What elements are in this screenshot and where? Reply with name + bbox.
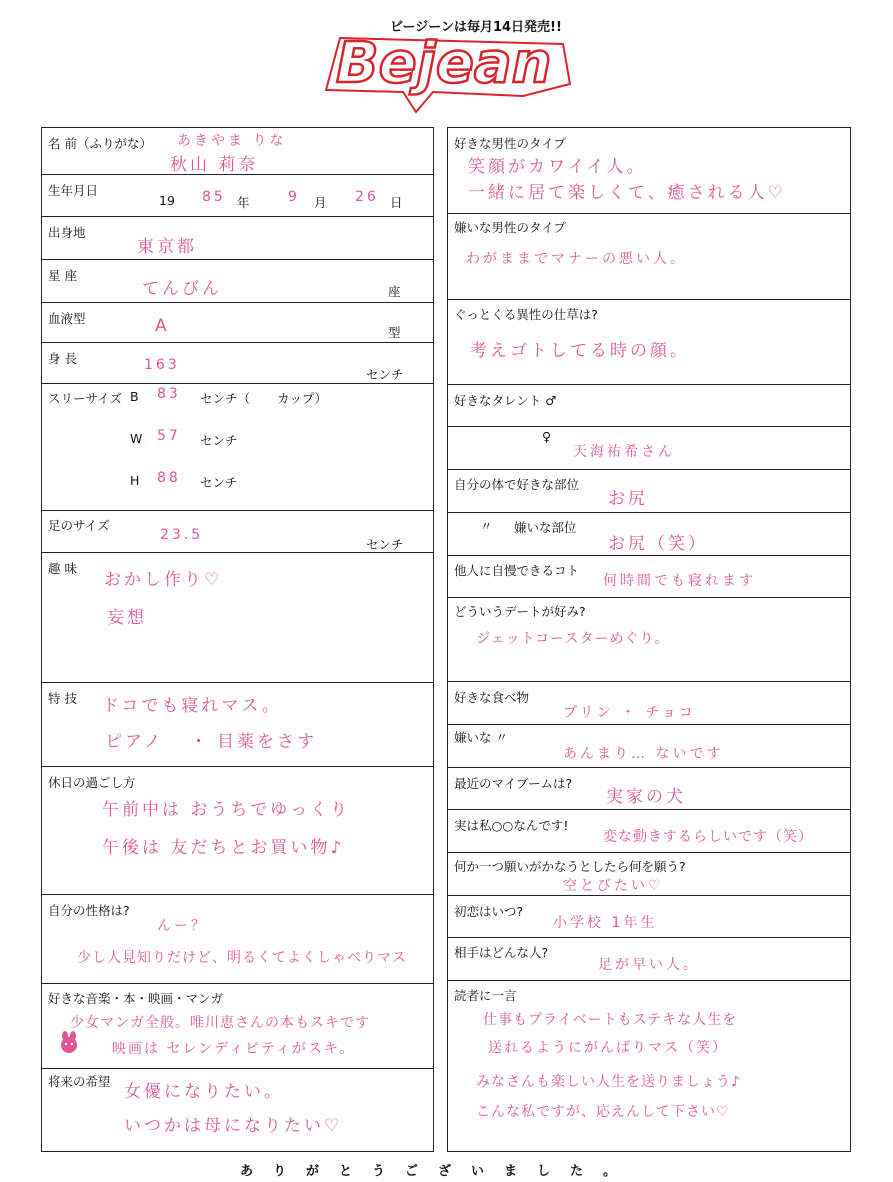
tagline: ビージーンは毎月14日発売!! <box>390 20 562 35</box>
message-line4: こんな私ですが、応えんして下さい♡ <box>476 1104 730 1120</box>
height-unit: センチ <box>366 367 404 382</box>
food-dislike-row <box>448 725 850 768</box>
zodiac-unit: 座 <box>388 284 401 299</box>
talent-male-row <box>448 385 850 427</box>
bunny-doodle-icon <box>57 1031 81 1053</box>
personality-line1: んー？ <box>157 918 208 934</box>
secret-label: 実は私○○なんです! <box>454 818 569 833</box>
hobby-label: 趣 味 <box>48 561 77 576</box>
message-row <box>448 981 850 1153</box>
bust-unit: センチ（ <box>200 391 251 406</box>
name-label: 名 前（ふりがな） <box>48 136 152 151</box>
hip-value: 88 <box>157 470 181 486</box>
partner-label: 相手はどんな人? <box>454 945 549 960</box>
hobby-line2: 妄想 <box>107 608 147 628</box>
bust-value: 83 <box>157 386 181 402</box>
message-label: 読者に一言 <box>454 988 517 1003</box>
secret-row <box>448 810 850 853</box>
body-dislike-row <box>448 513 850 556</box>
hip-letter: H <box>130 473 140 488</box>
birthday-day: 26 <box>355 189 379 205</box>
skill-line2b: ・ <box>190 732 210 752</box>
name-furigana: あきやま りな <box>177 133 287 149</box>
wish-value: 空とびたい♡ <box>563 878 664 894</box>
height-row <box>42 343 433 384</box>
personality-row <box>42 895 433 984</box>
dislike-type-line1: わがままでマナーの悪い人。 <box>466 251 687 267</box>
birthday-century: 19 <box>159 193 175 208</box>
ideal-type-line2: 一緒に居て楽しくて、癒される人♡ <box>468 183 786 203</box>
dislike-type-row <box>448 214 850 300</box>
future-label: 将来の希望 <box>48 1074 111 1089</box>
message-line2: 送れるようにがんばりマス（笑） <box>488 1040 728 1056</box>
boast-value: 何時間でも寝れます <box>603 573 756 589</box>
future-line1: 女優になりたい。 <box>124 1082 284 1102</box>
holiday-line2: 午後は 友だちとお買い物♪ <box>102 838 345 858</box>
gesture-label: ぐっとくる異性の仕草は? <box>454 307 598 322</box>
height-label: 身 長 <box>48 351 77 366</box>
food-label: 好きな食べ物 <box>454 690 530 705</box>
three-size-label: スリーサイズ <box>48 391 123 406</box>
blood-label: 血液型 <box>48 311 86 326</box>
zodiac-value: てんびん <box>142 279 222 299</box>
personality-label: 自分の性格は? <box>48 903 130 918</box>
foot-value: 23.5 <box>160 527 204 543</box>
zodiac-label: 星 座 <box>48 268 77 283</box>
ideal-type-label: 好きな男性のタイプ <box>454 136 566 151</box>
birthday-row <box>42 175 433 217</box>
ditto-mark: 〃 <box>480 519 493 534</box>
waist-value: 57 <box>157 428 181 444</box>
name-value: 秋山 莉奈 <box>170 155 259 175</box>
hometown-value: 東京都 <box>137 237 197 257</box>
talent-female-row <box>448 427 850 470</box>
favorites-line1: 少女マンガ全般。唯川恵さんの本もスキです <box>70 1015 370 1031</box>
blood-value: A <box>155 316 170 336</box>
skill-line2a: ピアノ <box>105 732 164 752</box>
foot-label: 足のサイズ <box>48 518 110 533</box>
year-unit: 年 <box>237 195 250 210</box>
foot-row <box>42 511 433 553</box>
hometown-label: 出身地 <box>48 225 86 240</box>
gesture-value: 考えゴトしてる時の顔。 <box>470 341 690 361</box>
skill-label: 特 技 <box>48 691 77 706</box>
skill-line1: ドコでも寝れマス。 <box>102 696 282 716</box>
hometown-row <box>42 217 433 260</box>
body-like-value: お尻 <box>608 489 648 509</box>
first-love-label: 初恋はいつ? <box>454 904 524 919</box>
talent-label: 好きなタレント ♂ <box>454 393 557 408</box>
zodiac-row <box>42 260 433 303</box>
first-love-value: 小学校 1年生 <box>553 915 658 931</box>
three-size-row <box>42 384 433 511</box>
gesture-row <box>448 300 850 385</box>
blood-unit: 型 <box>388 325 401 340</box>
boom-row <box>448 768 850 810</box>
partner-row <box>448 938 850 981</box>
boast-row <box>448 556 850 598</box>
day-unit: 日 <box>390 195 403 210</box>
skill-row <box>42 683 433 767</box>
dislike-type-label: 嫌いな男性のタイプ <box>454 220 566 235</box>
message-line1: 仕事もプライベートもステキな人生を <box>483 1012 738 1028</box>
food-dislike-value: あんまり… ないです <box>563 746 724 762</box>
message-line3: みなさんも楽しい人生を送りましょう♪ <box>476 1074 741 1090</box>
favorites-line2: 映画は セレンディピティがスキ。 <box>112 1041 356 1057</box>
bejean-logo <box>318 14 580 114</box>
ideal-type-line1: 笑顔がカワイイ人。 <box>468 157 647 177</box>
wish-label: 何か一つ願いがかなうとしたら何を願う? <box>454 859 686 874</box>
blood-row <box>42 303 433 343</box>
food-value: プリン ・ チョコ <box>563 705 696 721</box>
date-value: ジェットコースターめぐり。 <box>476 631 670 647</box>
food-row <box>448 682 850 725</box>
bust-letter: B <box>130 389 139 404</box>
name-row <box>42 128 433 175</box>
cup-label: カップ） <box>277 391 328 406</box>
favorites-row <box>42 984 433 1069</box>
secret-value: 変な動きするらしいです（笑） <box>603 829 813 845</box>
profile-right-column <box>447 127 851 1152</box>
skill-line2c: 目薬をさす <box>217 732 317 752</box>
wish-row <box>448 853 850 896</box>
svg-text:Bejean: Bejean <box>336 31 552 96</box>
favorites-label: 好きな音楽・本・映画・マンガ <box>48 991 224 1006</box>
body-dislike-label: 嫌いな部位 <box>514 520 577 535</box>
date-label: どういうデートが好み? <box>454 604 586 619</box>
height-value: 163 <box>144 357 180 373</box>
female-symbol-icon: ♀ <box>542 429 552 444</box>
partner-value: 足が早い人。 <box>598 957 700 973</box>
boast-label: 他人に自慢できるコト <box>454 563 580 578</box>
foot-unit: センチ <box>366 537 404 552</box>
boom-value: 実家の犬 <box>606 787 686 807</box>
ideal-type-row <box>448 128 850 214</box>
first-love-row <box>448 896 850 938</box>
future-row <box>42 1069 433 1153</box>
month-unit: 月 <box>314 195 327 210</box>
body-dislike-value: お尻（笑） <box>608 534 708 554</box>
hobby-line1: おかし作り♡ <box>104 570 223 590</box>
waist-letter: W <box>130 431 143 446</box>
holiday-label: 休日の過ごし方 <box>48 775 136 790</box>
personality-line2: 少し人見知りだけど、明るくてよくしゃべりマス <box>77 950 407 966</box>
talent-female-value: 天海祐希さん <box>573 444 675 460</box>
body-like-label: 自分の体で好きな部位 <box>454 477 580 492</box>
boom-label: 最近のマイブームは? <box>454 776 573 791</box>
thank-you-footer: ありがとうございました。 <box>240 1164 637 1179</box>
hobby-row <box>42 553 433 683</box>
food-dislike-label: 嫌いな 〃 <box>454 730 508 745</box>
profile-left-column <box>41 127 434 1152</box>
waist-unit: センチ <box>200 433 238 448</box>
holiday-row <box>42 767 433 895</box>
birthday-year: 85 <box>202 189 226 205</box>
birthday-month: 9 <box>288 189 300 205</box>
holiday-line1: 午前中は おうちでゆっくり <box>102 800 351 820</box>
future-line2: いつかは母になりたい♡ <box>124 1116 343 1136</box>
hip-unit: センチ <box>200 475 238 490</box>
body-like-row <box>448 470 850 513</box>
date-row <box>448 598 850 682</box>
birthday-label: 生年月日 <box>48 183 99 198</box>
